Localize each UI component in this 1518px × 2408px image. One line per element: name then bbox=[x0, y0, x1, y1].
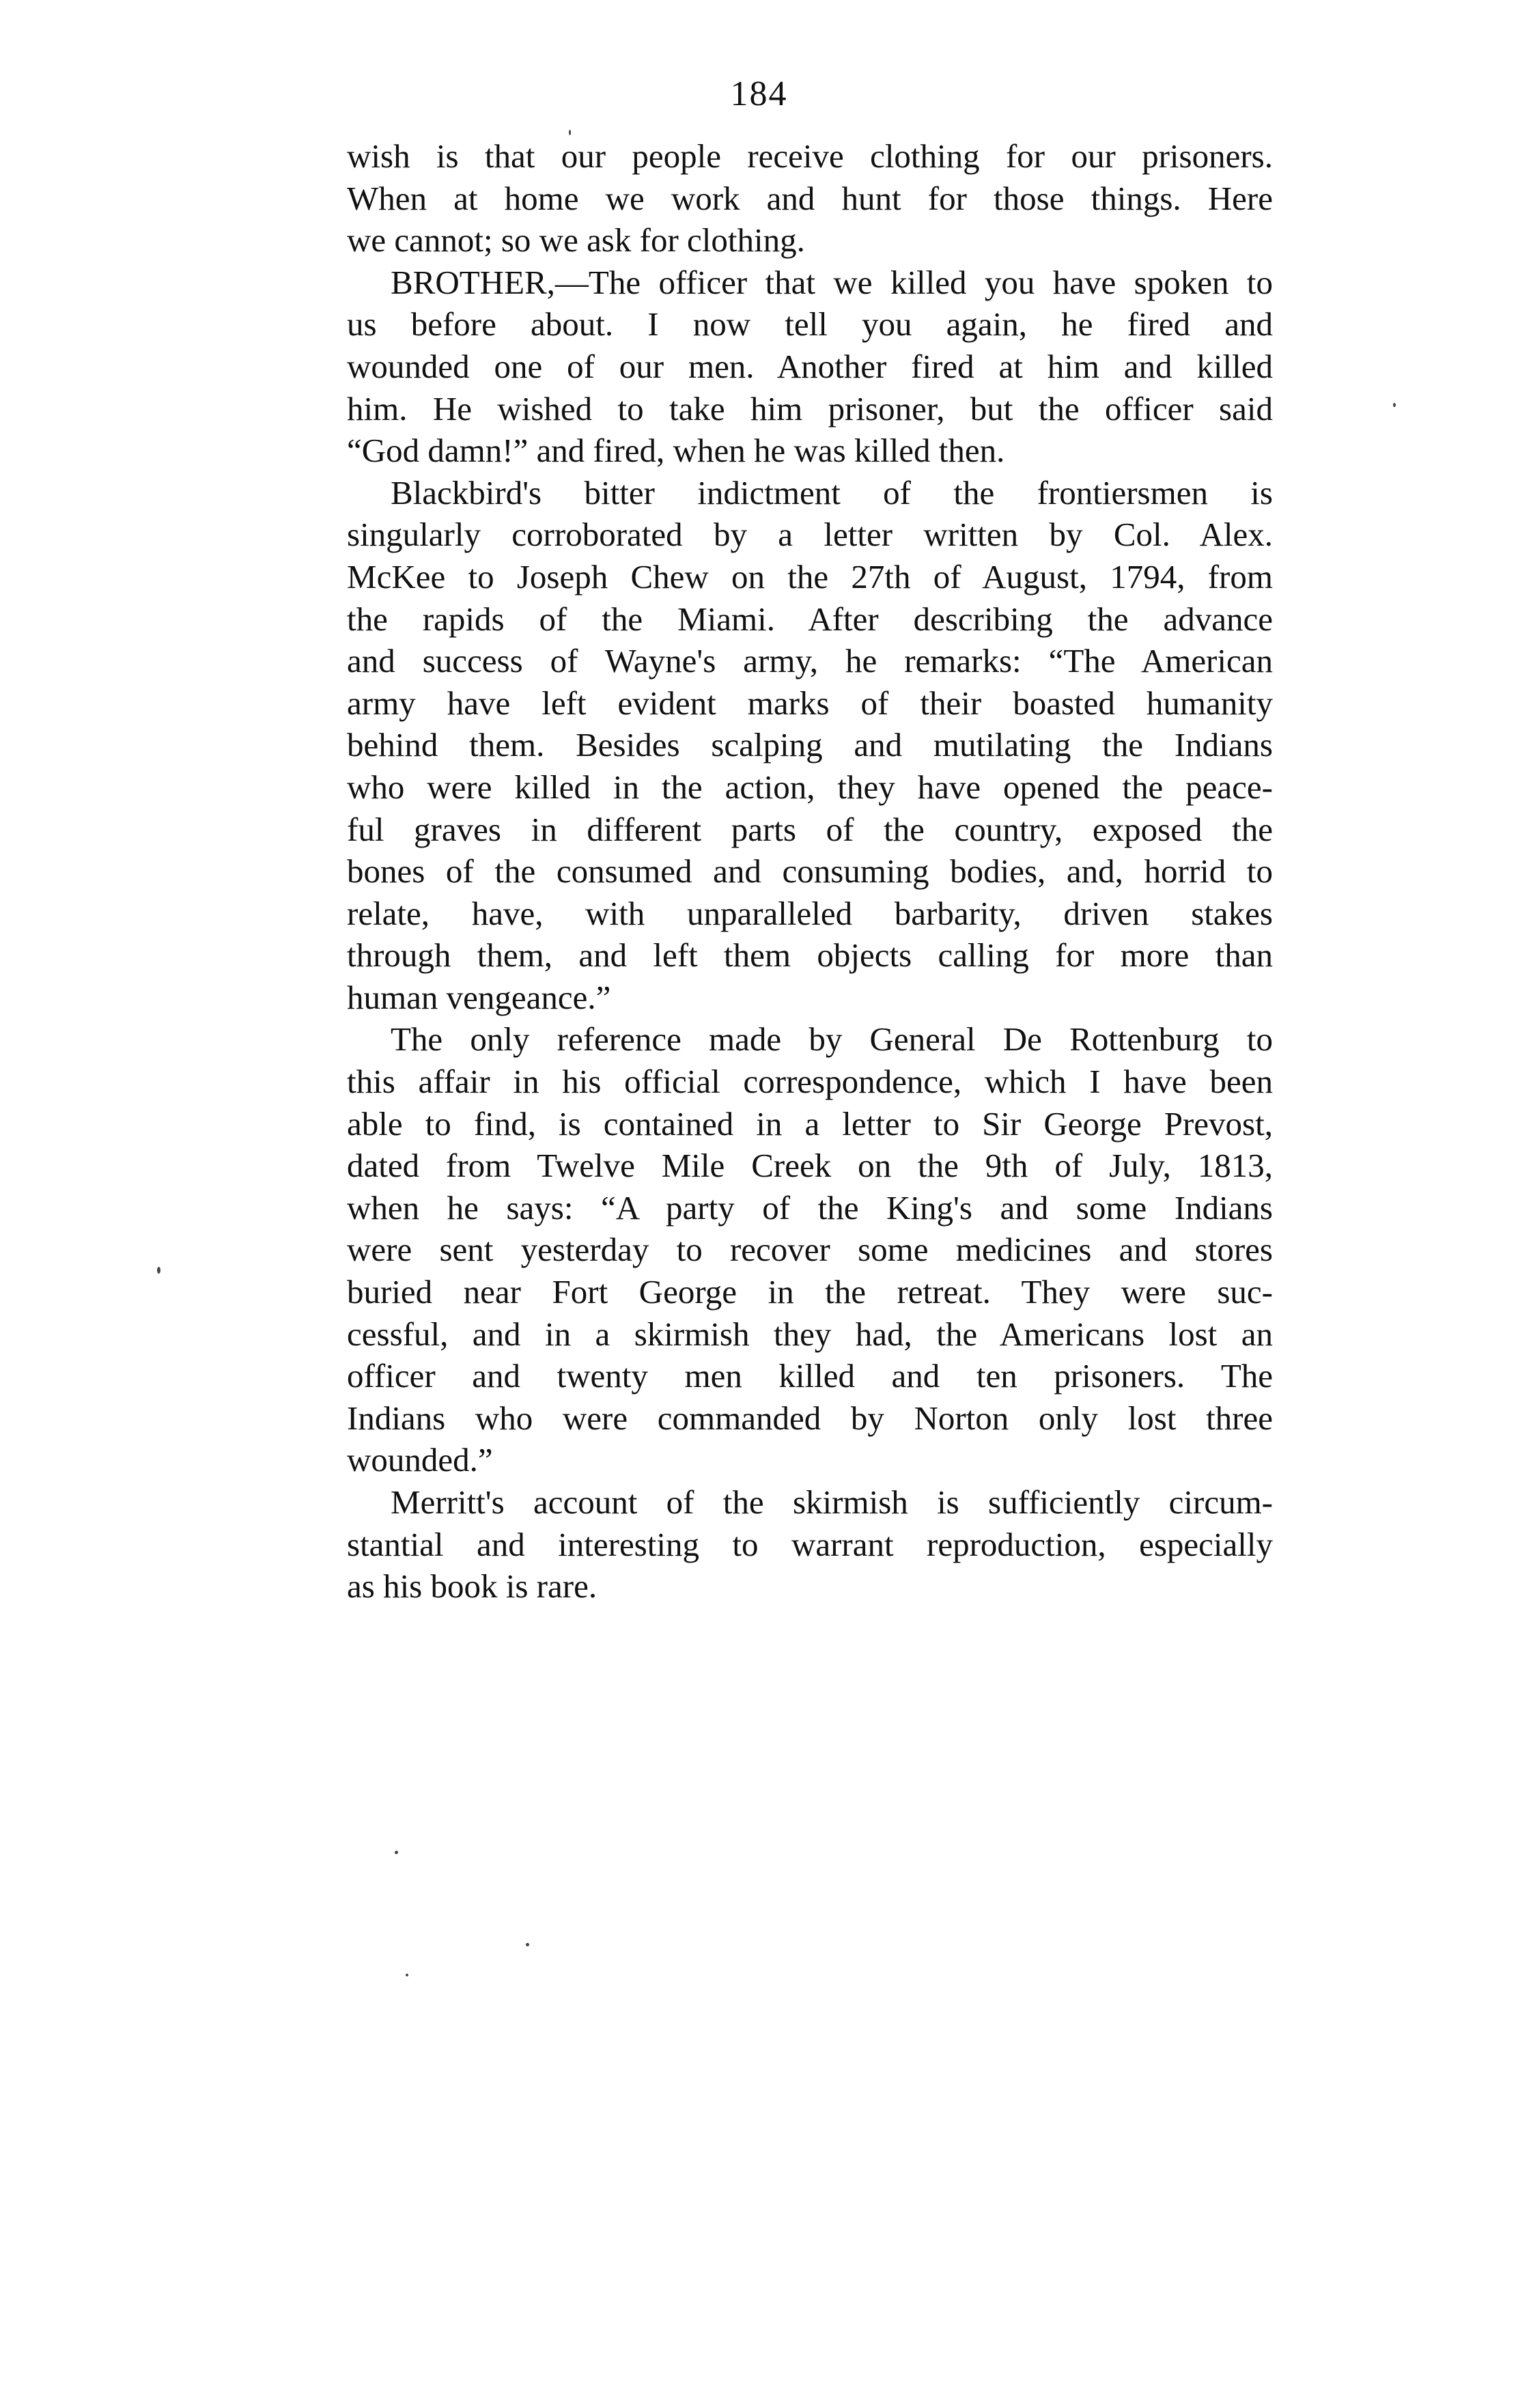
text-line: Indians who were commanded by Norton only lost three bbox=[347, 1399, 1273, 1437]
text-line: stantial and interesting to warrant reproduction, especially bbox=[347, 1525, 1273, 1563]
text-line: army have left evident marks of their boasted humanity bbox=[347, 684, 1273, 722]
text-line: through them, and left them objects calling for more than bbox=[347, 936, 1273, 975]
scan-speck bbox=[157, 1267, 160, 1274]
scan-speck bbox=[526, 1943, 529, 1946]
paragraph bbox=[347, 262, 1273, 472]
paragraph bbox=[347, 472, 1273, 1019]
text-line: officer and twenty men killed and ten prisoners. The bbox=[347, 1357, 1273, 1395]
text-line: wounded.” bbox=[347, 1441, 493, 1479]
body-text bbox=[347, 135, 1273, 1608]
page-number: 184 bbox=[730, 74, 788, 113]
paragraph bbox=[347, 1018, 1273, 1481]
text-line: human vengeance.” bbox=[347, 978, 611, 1016]
scan-speck bbox=[406, 1974, 408, 1976]
text-line: Blackbird's bitter indictment of the frontiersmen is bbox=[391, 473, 1273, 512]
text-line: The only reference made by General De Rottenburg to bbox=[391, 1020, 1273, 1059]
text-line: cessful, and in a skirmish they had, the Americans lost an bbox=[347, 1315, 1273, 1353]
text-line: dated from Twelve Mile Creek on the 9th of July, 1813, bbox=[347, 1147, 1273, 1185]
text-line: the rapids of the Miami. After describing the advance bbox=[347, 600, 1273, 638]
text-line: McKee to Joseph Chew on the 27th of August, 1794, from bbox=[347, 557, 1273, 596]
text-line: this affair in his official correspondence, which I have been bbox=[347, 1063, 1273, 1101]
text-line: BROTHER,—The officer that we killed you have spoken to bbox=[391, 263, 1273, 301]
text-line: wounded one of our men. Another fired at him and killed bbox=[347, 347, 1273, 385]
text-line: “God damn!” and fired, when he was killed then. bbox=[347, 432, 1005, 470]
text-line: able to find, is contained in a letter to Sir George Prevost, bbox=[347, 1104, 1273, 1143]
text-line: ful graves in different parts of the country, exposed the bbox=[347, 810, 1273, 848]
text-line: when he says: “A party of the King's and some Indians bbox=[347, 1188, 1273, 1227]
text-line: behind them. Besides scalping and mutilating the Indians bbox=[347, 726, 1273, 764]
paragraph bbox=[347, 135, 1273, 262]
text-line: Merritt's account of the skirmish is sufficiently circum- bbox=[391, 1483, 1273, 1521]
text-line: as his book is rare. bbox=[347, 1567, 598, 1606]
text-line: him. He wished to take him prisoner, but the officer said bbox=[347, 389, 1273, 428]
scan-speck bbox=[395, 1851, 398, 1854]
text-line: relate, have, with unparalleled barbarity, driven stakes bbox=[347, 894, 1273, 932]
text-line: wish is that our people receive clothing for our prisoners. bbox=[347, 137, 1273, 175]
scan-speck bbox=[569, 130, 571, 135]
text-line: bones of the consumed and consuming bodies, and, horrid to bbox=[347, 852, 1273, 891]
text-line: buried near Fort George in the retreat. They were suc- bbox=[347, 1273, 1273, 1311]
text-line: we cannot; so we ask for clothing. bbox=[347, 221, 805, 260]
paragraph bbox=[347, 1481, 1273, 1608]
text-line: us before about. I now tell you again, he fired and bbox=[347, 305, 1273, 344]
text-line: who were killed in the action, they have opened the peace- bbox=[347, 768, 1273, 806]
text-line: singularly corroborated by a letter written by Col. Alex. bbox=[347, 516, 1273, 554]
scan-speck bbox=[1393, 403, 1396, 407]
text-line: When at home we work and hunt for those things. Here bbox=[347, 179, 1273, 217]
text-line: and success of Wayne's army, he remarks: “The American bbox=[347, 642, 1273, 680]
text-line: were sent yesterday to recover some medicines and stores bbox=[347, 1231, 1273, 1269]
